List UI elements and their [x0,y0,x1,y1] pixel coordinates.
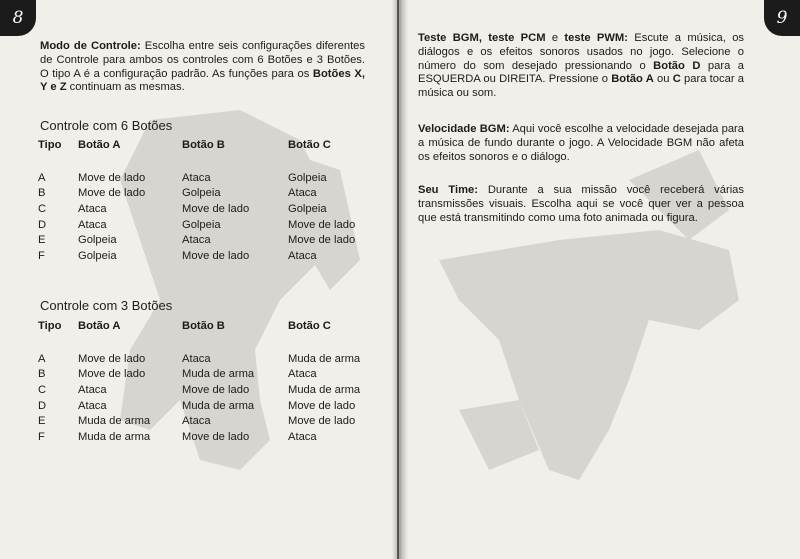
your-team-paragraph [418,184,744,225]
cell-type: F [38,430,45,443]
table-row [38,382,378,398]
cell-button-a: Move de lado [78,171,146,184]
cell-type: C [38,383,47,396]
cell-button-b: Golpeia [182,187,221,200]
cell-button-c: Move de lado [288,218,356,231]
bgm-test-text-4: para tocar a música ou som. [418,73,745,100]
xyz-buttons-label: Botões X, Y e Z [40,67,365,94]
control-mode-paragraph [40,40,365,95]
cell-button-b: Golpeia [182,218,221,231]
cell-type: B [38,187,46,200]
cell-button-b: Move de lado [182,430,250,443]
header-button-c: Botão C [288,320,331,332]
your-team-text: Durante a sua missão você receberá várias transmissões visuais. Escolha aqui se você quer ver a pessoa que está transmitindo como uma foto animada ou figura. [418,184,744,224]
control-mode-label: Modo de Controle: [40,40,141,52]
bgm-speed-paragraph [418,123,744,164]
cell-type: F [38,249,45,262]
bgm-test-label: Teste BGM, teste PCM [418,32,546,44]
cell-button-b: Ataca [182,352,211,365]
cell-button-c: Ataca [288,249,317,262]
cell-button-c: Ataca [288,430,317,443]
six-button-table [38,139,378,264]
cell-type: D [38,399,47,412]
cell-type: D [38,218,47,231]
cell-button-c: Ataca [288,187,317,200]
cell-type: E [38,234,46,247]
cell-button-a: Golpeia [78,249,117,262]
table-row [38,186,378,202]
cell-button-a: Move de lado [78,187,146,200]
cell-button-c: Ataca [288,368,317,381]
cell-type: C [38,202,47,215]
table-row [38,398,378,414]
cell-button-a: Ataca [78,383,107,396]
bgm-speed-label: Velocidade BGM: [418,123,510,135]
cell-button-c: Muda de arma [288,352,361,365]
cell-button-b: Ataca [182,415,211,428]
cell-button-b: Move de lado [182,202,250,215]
cell-type: A [38,352,46,365]
page-number-right: 9 [776,8,788,28]
left-page [0,0,397,559]
table-row [38,351,378,367]
cell-button-a: Move de lado [78,352,146,365]
cell-type: E [38,415,46,428]
your-team-label: Seu Time: [418,184,478,196]
cell-button-a: Muda de arma [78,415,151,428]
three-button-table [38,320,378,445]
table-row [38,367,378,383]
cell-button-a: Muda de arma [78,430,151,443]
cell-type: A [38,171,46,184]
cell-button-a: Ataca [78,202,107,215]
table-row [38,170,378,186]
three-button-heading: Controle com 3 Botões [40,298,173,313]
cell-button-a: Move de lado [78,368,146,381]
cell-button-a: Ataca [78,218,107,231]
table-row [38,413,378,429]
button-a-label: Botão A [611,73,654,86]
button-d-label: Botão D [653,59,701,72]
table-row [38,248,378,264]
cell-button-b: Muda de arma [182,399,255,412]
header-type: Tipo [38,139,62,151]
cell-type: B [38,368,46,381]
right-page [399,0,800,559]
cell-button-c: Muda de arma [288,383,361,396]
pwm-test-label: teste PWM: [564,32,628,44]
table-row [38,201,378,217]
bgm-test-text-1: Escute a música, os diálogos e os efeitos sonoros usados no jogo. Selecione o número do som desejado pressionando o [418,32,745,72]
bgm-test-text-3: ou [653,73,673,86]
cell-button-c: Golpeia [288,202,327,215]
control-mode-text-2: continuam as mesmas. [66,81,185,94]
cell-button-c: Move de lado [288,415,356,428]
book-gutter [392,0,408,559]
table-row [38,232,378,248]
button-c-label: C [672,73,681,86]
table-header-row [38,320,378,338]
bgm-speed-text: Aqui você escolhe a velocidade desejada para a música de fundo durante o jogo. A Velocidade BGM não afeta os efeitos sonoros e o diálogo. [418,123,744,163]
bgm-test-connector: e [545,32,565,44]
header-button-b: Botão B [182,139,225,151]
header-type: Tipo [38,320,62,332]
page-number-left: 8 [12,8,24,28]
cell-button-b: Ataca [182,171,211,184]
table-row [38,429,378,445]
cell-button-b: Ataca [182,234,211,247]
control-mode-text-1: Escolha entre seis configurações diferentes de Controle para ambos os controles com 6 Botões e 3 Botões. O tipo A é a configuração padrão. As funções para os [40,40,365,80]
table-header-row [38,139,378,157]
bgm-test-text-2: para a ESQUERDA ou DIREITA. Pressione o [418,59,744,86]
table-row [38,217,378,233]
cell-button-b: Move de lado [182,249,250,262]
bgm-test-paragraph [418,32,744,101]
header-button-a: Botão A [78,320,121,332]
cell-button-c: Golpeia [288,171,327,184]
cell-button-a: Ataca [78,399,107,412]
cell-button-b: Muda de arma [182,368,255,381]
cell-button-a: Golpeia [78,234,117,247]
cell-button-c: Move de lado [288,234,356,247]
cell-button-b: Move de lado [182,383,250,396]
header-button-b: Botão B [182,320,225,332]
header-button-c: Botão C [288,139,331,151]
cell-button-c: Move de lado [288,399,356,412]
header-button-a: Botão A [78,139,121,151]
six-button-heading: Controle com 6 Botões [40,118,173,133]
